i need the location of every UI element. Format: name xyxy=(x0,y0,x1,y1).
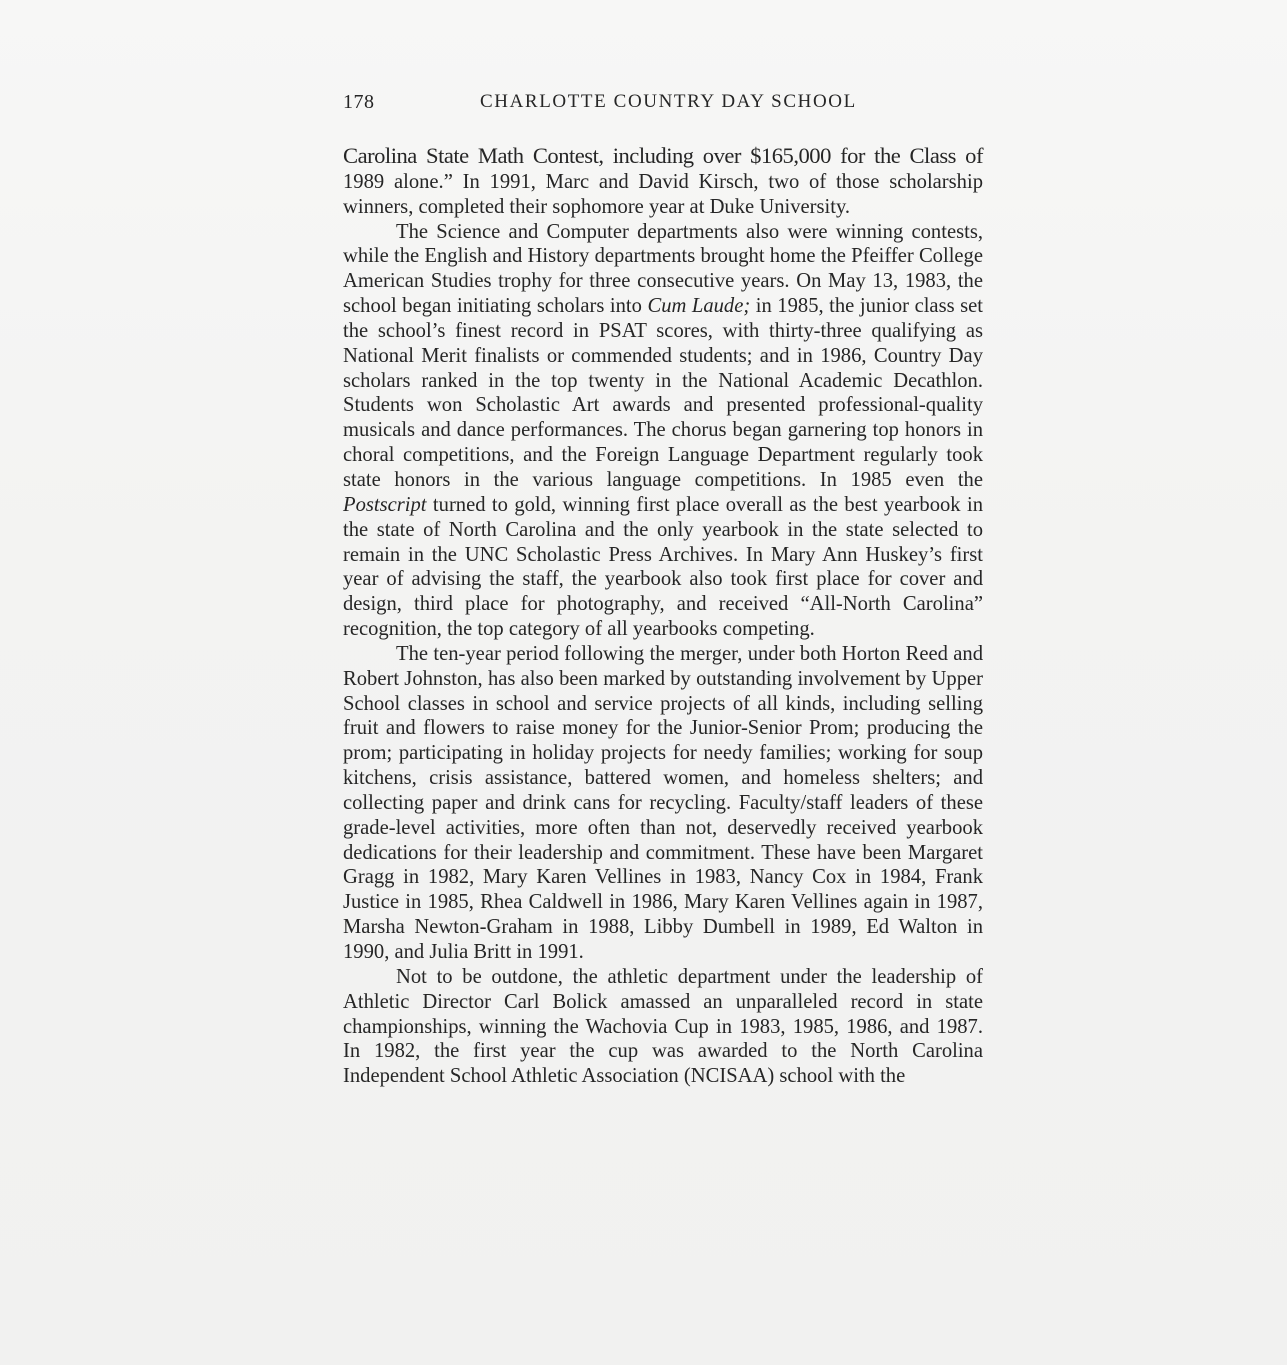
paragraph-1-rest: 1989 alone.” In 1991, Marc and David Kirsch, two of those scholarship winners, completed their sophomore year at Duke University. xyxy=(343,170,983,218)
paragraph-2-part-1: The Science and Computer departments also were winning contests, while the English and History departments brought home the Pfeiffer College American Studies trophy for three consecutive years. On May 13, 1983, the school began initiating scholars into xyxy=(343,220,983,318)
paragraph-1-first-line: Carolina State Math Contest, including over $165,000 for the Class of xyxy=(343,143,983,168)
paragraph-2-part-3: turned to gold, winning first place overall as the best yearbook in the state of North Carolina and the only yearbook in the state selected to remain in the UNC Scholastic Press Archives. In Mary Ann Huskey’s first year of advising the staff, the yearbook also took first place for cover and design, third place for photography, and received “All-North Carolina” recognition, the top category of all yearbooks competing. xyxy=(343,493,983,641)
paragraph-2 xyxy=(343,220,983,642)
paragraph-3: The ten-year period following the merger, under both Horton Reed and Robert Johnston, has also been marked by outstanding involvement by Upper School classes in school and service projects of all kinds, including selling fruit and flowers to raise money for the Junior-Senior Prom; producing the prom; participating in holiday projects for needy families; working for soup kitchens, crisis assistance, battered women, and homeless shelters; and collecting paper and drink cans for recycling. Faculty/staff leaders of these grade-level activities, more often than not, deservedly received yearbook dedications for their leadership and commitment. These have been Margaret Gragg in 1982, Mary Karen Vellines in 1983, Nancy Cox in 1984, Frank Justice in 1985, Rhea Caldwell in 1986, Mary Karen Vellines again in 1987, Marsha Newton-Graham in 1988, Libby Dumbell in 1989, Ed Walton in 1990, and Julia Britt in 1991. xyxy=(343,642,983,963)
italic-term-postscript: Postscript xyxy=(343,493,427,516)
running-head xyxy=(343,88,983,116)
page-number: 178 xyxy=(343,91,375,113)
italic-term-cum-laude: Cum Laude; xyxy=(647,295,751,318)
paragraph-1 xyxy=(343,144,983,220)
body-text xyxy=(343,144,983,1089)
paragraph-2-part-2: in 1985, the junior class set the school’s finest record in PSAT scores, with thirty-three qualifying as National Merit finalists or commended students; and in 1986, Country Day scholars ranked in the top twenty in the National Academic Decathlon. Students won Scholastic Art awards and presented professional-quality musicals and dance performances. The chorus began garnering top honors in choral competitions, and the Foreign Language Department regularly took state honors in the various language competitions. In 1985 even the xyxy=(343,295,983,491)
book-title: CHARLOTTE COUNTRY DAY SCHOOL xyxy=(480,91,857,112)
paragraph-4: Not to be outdone, the athletic department under the leadership of Athletic Director Carl Bolick amassed an unparalleled record in state championships, winning the Wachovia Cup in 1983, 1985, 1986, and 1987. In 1982, the first year the cup was awarded to the North Carolina Independent School Athletic Association (NCISAA) school with the xyxy=(343,965,983,1088)
